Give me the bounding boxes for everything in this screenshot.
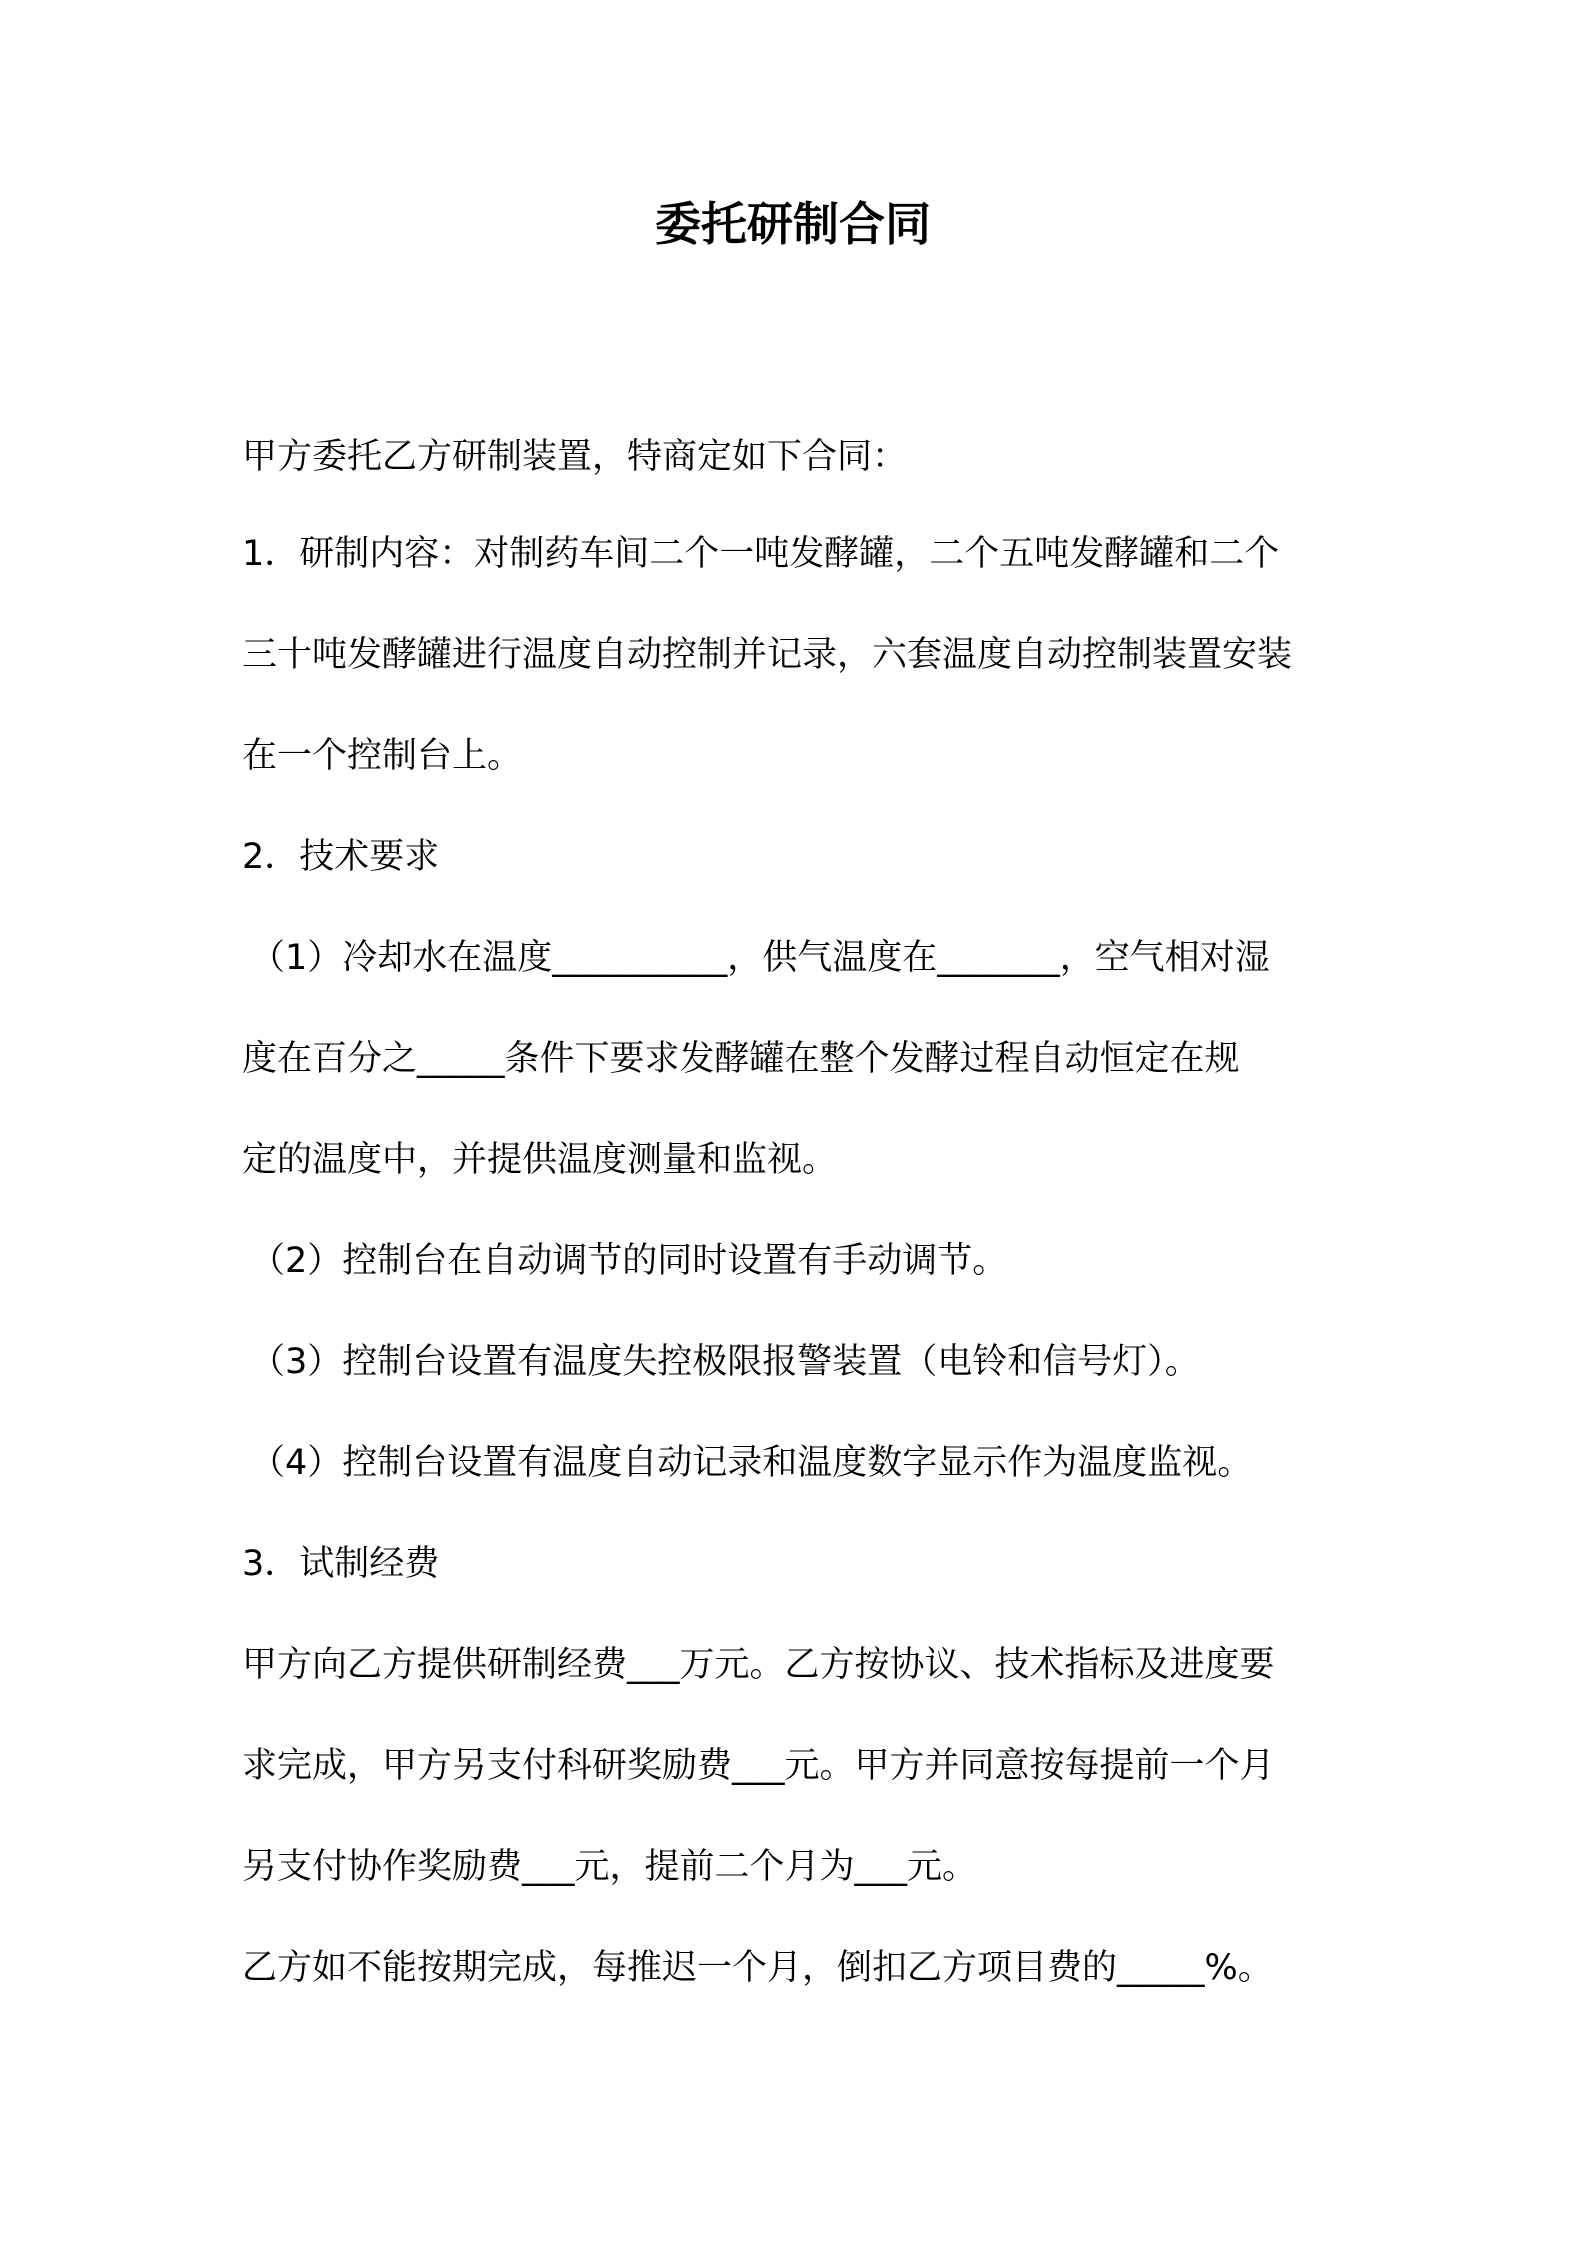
penalty-line: 乙方如不能按期完成，每推迟一个月，倒扣乙方项目费的_____%。 <box>242 1948 1273 1988</box>
clause-2-item-1-line-2: 度在百分之_____条件下要求发酵罐在整个发酵过程自动恒定在规 <box>242 1039 1240 1079</box>
clause-2-item-1-line-1: （1）冷却水在温度__________，供气温度在_______，空气相对湿 <box>250 938 1270 978</box>
document-title: 委托研制合同 <box>655 197 931 251</box>
clause-3-line-1: 甲方向乙方提供研制经费___万元。乙方按协议、技术指标及进度要 <box>242 1645 1275 1685</box>
clause-2-item-2: （2）控制台在自动调节的同时设置有手动调节。 <box>250 1241 1008 1281</box>
clause-1-line-2: 三十吨发酵罐进行温度自动控制并记录，六套温度自动控制装置安装 <box>242 635 1293 675</box>
clause-3-heading: 3．试制经费 <box>242 1544 440 1584</box>
clause-2-item-3: （3）控制台设置有温度失控极限报警装置（电铃和信号灯）。 <box>250 1342 1200 1382</box>
clause-1-line-3: 在一个控制台上。 <box>242 736 523 776</box>
clause-3-line-3: 另支付协作奖励费___元，提前二个月为___元。 <box>242 1847 978 1887</box>
clause-3-line-2: 求完成，甲方另支付科研奖励费___元。甲方并同意按每提前一个月 <box>242 1746 1275 1786</box>
clause-1-line-1: 1．研制内容：对制药车间二个一吨发酵罐，二个五吨发酵罐和二个 <box>242 534 1280 574</box>
intro-line: 甲方委托乙方研制装置，特商定如下合同： <box>242 437 908 477</box>
clause-2-item-1-line-3: 定的温度中，并提供温度测量和监视。 <box>242 1140 838 1180</box>
clause-2-heading: 2．技术要求 <box>242 837 440 877</box>
clause-2-item-4: （4）控制台设置有温度自动记录和温度数字显示作为温度监视。 <box>250 1443 1253 1483</box>
